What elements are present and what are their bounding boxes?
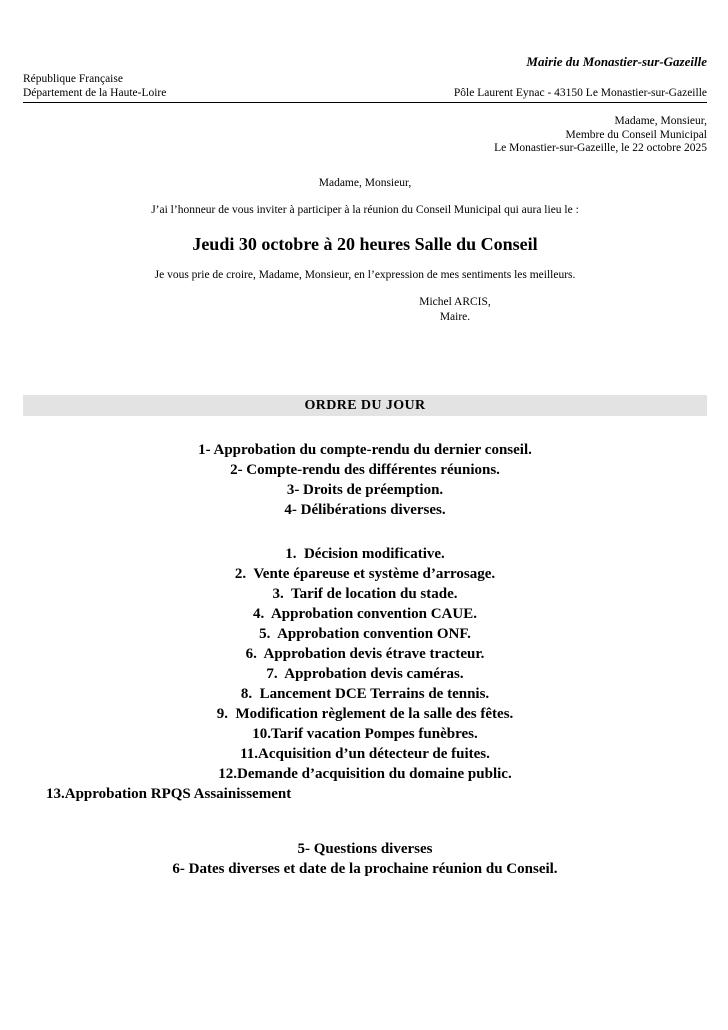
agenda-main-item: 1- Approbation du compte-rendu du dernier conseil. [198,442,532,458]
agenda-deliberation-item: 9. Modification règlement de la salle des fêtes. [216,706,514,722]
agenda-deliberation-item-13: 13.Approbation RPQS Assainissement [46,786,292,802]
agenda-deliberation-item: 11.Acquisition d’un détecteur de fuites. [240,746,490,762]
republic-line: République Française [23,73,123,85]
signature-name: Michel ARCIS, [419,296,491,308]
recipient-block [23,115,707,156]
salutation: Madame, Monsieur, [318,176,412,189]
signature-block [355,295,555,324]
agenda-deliberation-item: 12.Demande d’acquisition du domaine public. [218,766,512,782]
closing-sentence: Je vous prie de croire, Madame, Monsieur, en l’expression de mes sentiments les meilleurs. [154,268,576,281]
agenda-main-item: 3- Droits de préemption. [286,482,444,498]
agenda-main-list [23,440,707,520]
recipient-line-2: Membre du Conseil Municipal [565,128,707,141]
org-title: Mairie du Monastier-sur-Gazeille [526,54,707,69]
agenda-heading: ORDRE DU JOUR [304,398,426,413]
signature-role: Maire. [439,310,471,323]
agenda-deliberation-item: 5. Approbation convention ONF. [259,626,471,642]
agenda-deliberation-list [23,544,707,784]
agenda-deliberation-item: 3. Tarif de location du stade. [272,586,458,602]
agenda-deliberation-item: 7. Approbation devis caméras. [266,666,464,682]
department-line: Département de la Haute-Loire [23,86,167,99]
letterhead-left [23,73,166,100]
agenda-main-item: 4- Délibérations diverses. [284,502,446,518]
agenda-deliberation-item: 10.Tarif vacation Pompes funèbres. [252,726,478,742]
address-line: Pôle Laurent Eynac - 43150 Le Monastier-sur-Gazeille [453,86,707,99]
agenda-deliberation-item: 6. Approbation devis étrave tracteur. [245,646,485,662]
agenda-closing-item: 6- Dates diverses et date de la prochaine réunion du Conseil. [172,861,558,877]
agenda-closing-item: 5- Questions diverses [297,841,433,857]
agenda-heading-band [23,395,707,416]
agenda-main-item: 2- Compte-rendu des différentes réunions. [230,462,500,478]
agenda-deliberation-item: 2. Vente épareuse et système d’arrosage. [234,566,496,582]
recipient-line-1: Madame, Monsieur, [614,115,707,127]
letterhead [23,73,707,100]
agenda-deliberation-item: 4. Approbation convention CAUE. [253,606,477,622]
agenda-deliberation-item: 1. Décision modificative. [285,546,445,562]
dateline: Le Monastier-sur-Gazeille, le 22 octobre 2025 [494,142,707,154]
meeting-headline: Jeudi 30 octobre à 20 heures Salle du Conseil [192,233,538,254]
intro-paragraph: J’ai l’honneur de vous inviter à participer à la réunion du Conseil Municipal qui aura lieu le : [151,204,579,216]
agenda-closing-list [23,839,707,879]
agenda-deliberation-item: 8. Lancement DCE Terrains de tennis. [240,686,490,702]
header-divider [23,102,707,103]
